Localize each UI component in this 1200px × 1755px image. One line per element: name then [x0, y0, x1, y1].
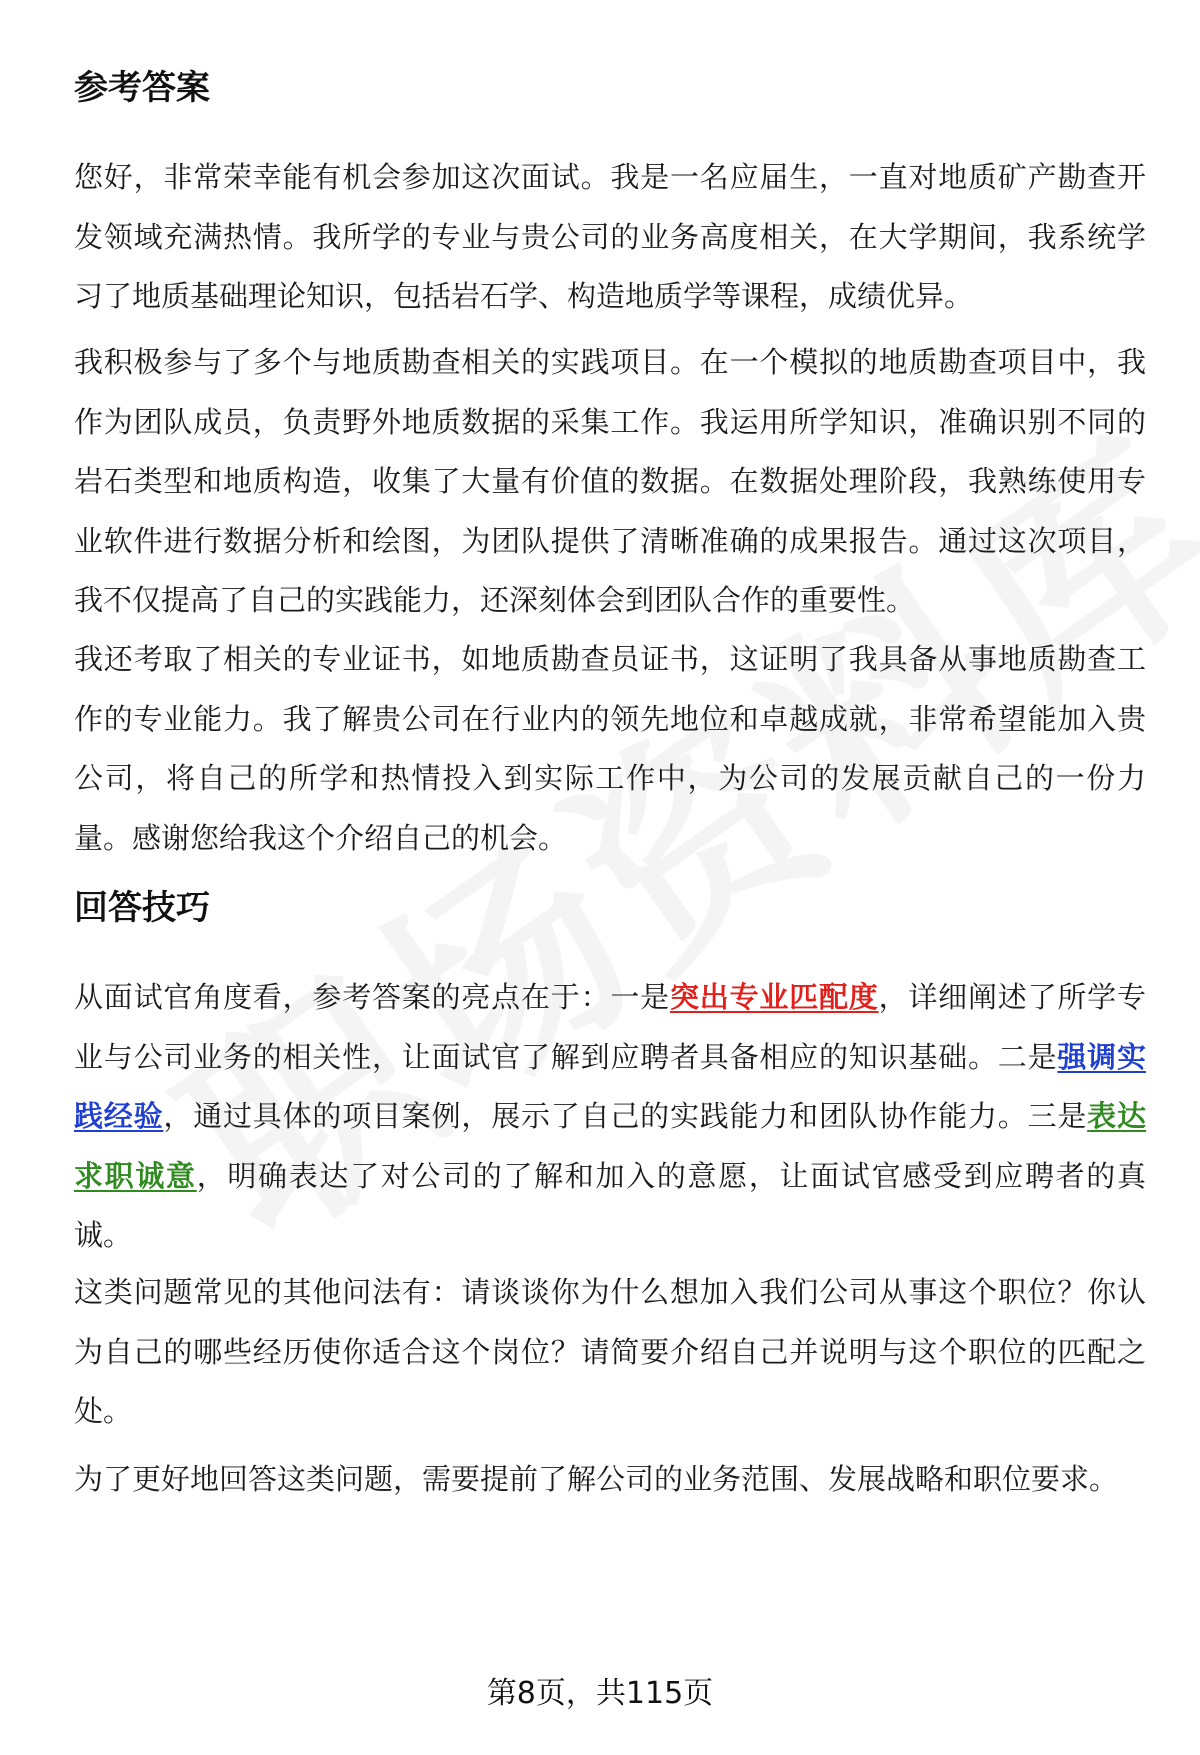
tips-paragraph-2: 这类问题常见的其他问法有：请谈谈你为什么想加入我们公司从事这个职位？你认为自己的哪些经历使你适合这个岗位？请简要介绍自己并说明与这个职位的匹配之处。 [74, 1275, 1146, 1428]
answer-paragraph-3: 我还考取了相关的专业证书，如地质勘查员证书，这证明了我具备从事地质勘查工作的专业能力。我了解贵公司在行业内的领先地位和卓越成就，非常希望能加入贵公司，将自己的所学和热情投入到实际工作中，为公司的发展贡献自己的一份力量。感谢您给我这个介绍自己的机会。 [74, 642, 1146, 855]
tips-text-1: 从面试官角度看，参考答案的亮点在于：一是 [74, 980, 670, 1014]
section-heading-reference-answer: 参考答案 [74, 68, 210, 108]
highlight-job-sincerity: 表达求职诚意 [74, 1099, 1146, 1193]
tips-text-2: ，详细阐述了所学专业与公司业务的相关性，让面试官了解到应聘者具备相应的知识基础。二是 [74, 980, 1146, 1074]
tips-text-4: ，明确表达了对公司的了解和加入的意愿，让面试官感受到应聘者的真诚。 [74, 1158, 1146, 1252]
section-heading-answer-tips: 回答技巧 [74, 888, 210, 928]
answer-paragraph-2: 我积极参与了多个与地质勘查相关的实践项目。在一个模拟的地质勘查项目中，我作为团队成员，负责野外地质数据的采集工作。我运用所学知识，准确识别不同的岩石类型和地质构造，收集了大量有价值的数据。在数据处理阶段，我熟练使用专业软件进行数据分析和绘图，为团队提供了清晰准确的成果报告。通过这次项目，我不仅提高了自己的实践能力，还深刻体会到团队合作的重要性。 [74, 345, 1146, 617]
highlight-practical-experience: 强调实践经验 [74, 1039, 1146, 1133]
tips-text-3: ，通过具体的项目案例，展示了自己的实践能力和团队协作能力。三是 [163, 1099, 1088, 1133]
page-number: 第8页，共115页 [486, 1676, 714, 1711]
tips-paragraph-3: 为了更好地回答这类问题，需要提前了解公司的业务范围、发展战略和职位要求。 [74, 1462, 1119, 1496]
answer-paragraph-1: 您好，非常荣幸能有机会参加这次面试。我是一名应届生，一直对地质矿产勘查开发领域充满热情。我所学的专业与贵公司的业务高度相关，在大学期间，我系统学习了地质基础理论知识，包括岩石学、构造地质学等课程，成绩优异。 [74, 160, 1146, 313]
highlight-professional-match: 突出专业匹配度 [669, 980, 879, 1014]
tips-paragraph-1 [74, 968, 1146, 1266]
